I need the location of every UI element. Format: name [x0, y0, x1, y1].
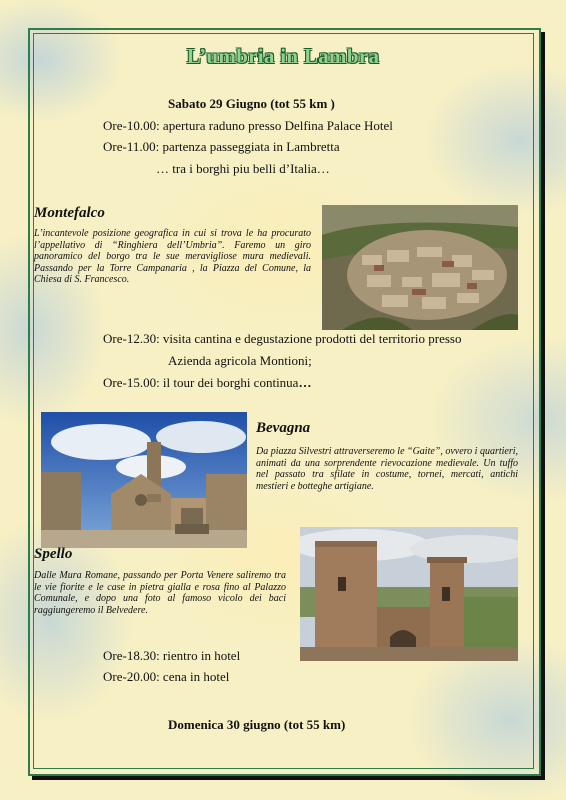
schedule-line-1500-text: Ore-15.00: il tour dei borghi continua: [103, 375, 299, 390]
page-title: L’umbria in Lambra: [186, 44, 380, 68]
schedule-tagline: … tra i borghi piu belli d’Italia…: [156, 161, 330, 176]
bevagna-photo: [41, 412, 247, 548]
saturday-heading: Sabato 29 Giugno (tot 55 km ): [168, 96, 335, 111]
bevagna-heading: Bevagna: [256, 420, 311, 436]
bevagna-description: Da piazza Silvestri attraverseremo le “Gaite”, ovvero i quartieri, animati da una sorprendente rievocazione medievale. Un tuffo nel passato tra sfilate in costume, tornei, mercati, antichi mestieri e botteghe artigiane.: [256, 446, 519, 492]
schedule-line-2000: Ore-20.00: cena in hotel: [103, 669, 230, 684]
sunday-heading: Domenica 30 giugno (tot 55 km): [168, 717, 346, 732]
spello-photo: [300, 527, 518, 661]
schedule-azienda: Azienda agricola Montioni;: [168, 353, 312, 368]
spello-description: Dalle Mura Romane, passando per Porta Venere saliremo tra le vie fiorite e le case in pietra gialla e rosa fino al Palazzo Comunale, e dopo una foto al famoso vicolo dei baci raggiungeremo il Belvedere.: [34, 570, 286, 616]
montefalco-description: L’incantevole posizione geografica in cui si trova le ha procurato l’appellativo di “Ringhiera dell’Umbria”. Faremo un giro panoramico del borgo tra le sue meravigliose mura medievali. Passando per la Torre Campanaria , la Piazza del Comune, la Chiesa di S. Francesco.: [34, 228, 311, 285]
montefalco-heading: Montefalco: [34, 205, 105, 221]
schedule-line-1100: Ore-11.00: partenza passeggiata in Lambretta: [103, 139, 340, 154]
montefalco-photo: [322, 205, 518, 330]
schedule-line-1500: [103, 375, 311, 391]
schedule-line-1830: Ore-18.30: rientro in hotel: [103, 648, 241, 663]
schedule-ellipsis: …: [298, 375, 312, 390]
schedule-line-1230: Ore-12.30: visita cantina e degustazione prodotti del territorio presso: [103, 331, 462, 346]
spello-heading: Spello: [34, 546, 73, 562]
schedule-line-1000: Ore-10.00: apertura raduno presso Delfina Palace Hotel: [103, 118, 393, 133]
